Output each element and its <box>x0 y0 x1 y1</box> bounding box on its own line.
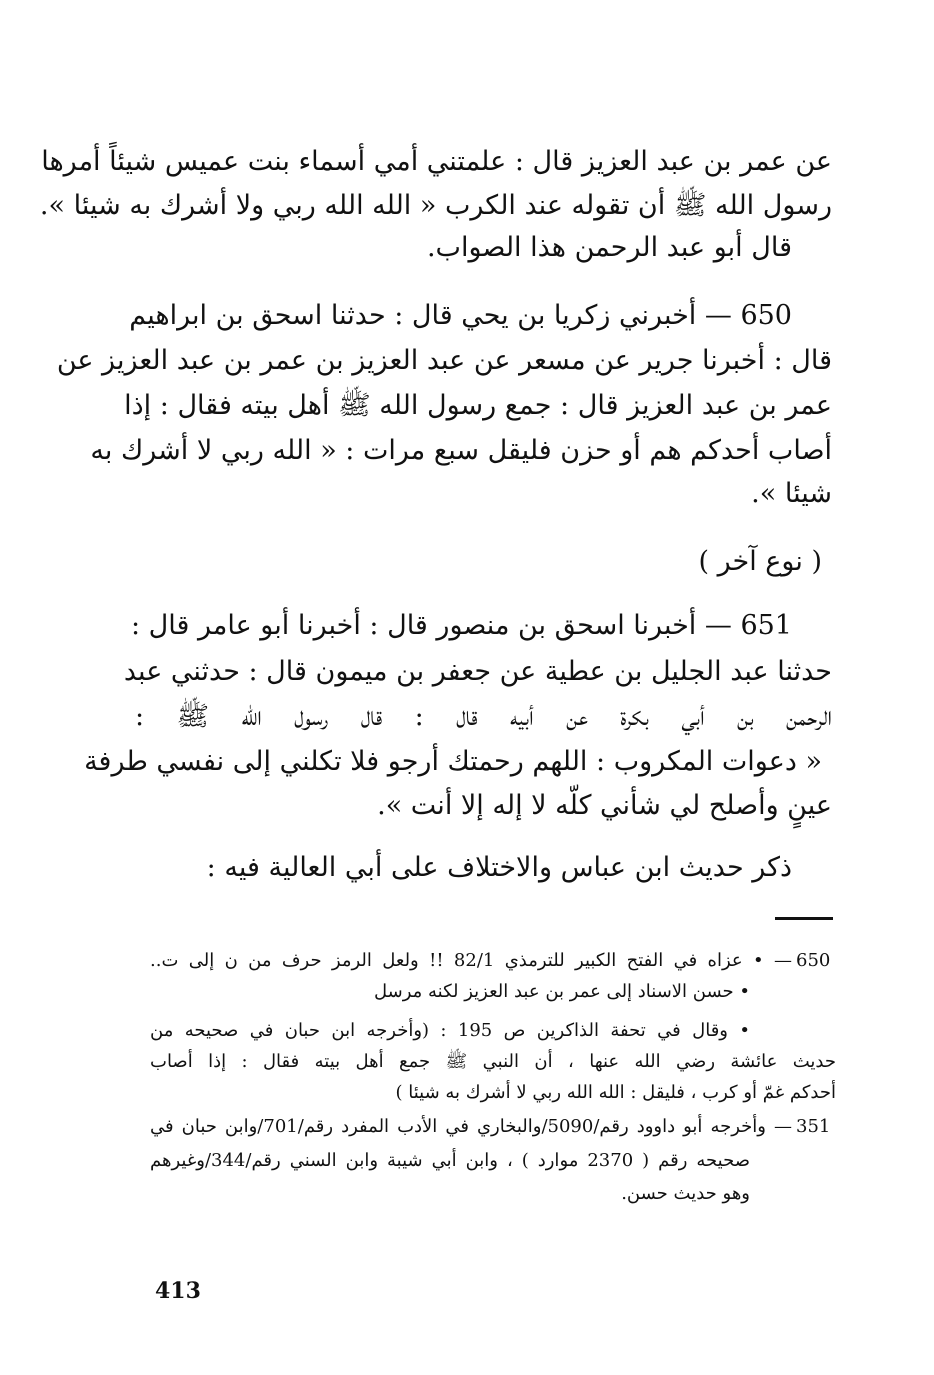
main-text-line: عمر بن عبد العزيز قال : جمع رسول الله ﷺ أهل بيته فقال : إذا <box>124 390 832 421</box>
section-heading: ( نوع آخر ) <box>698 546 822 577</box>
hadith-651-heading: 651 — أخبرنا اسحق بن منصور قال : أخبرنا أبو عامر قال : <box>131 610 792 641</box>
main-text-line: الرحمن بن أبي بكرة عن أبيه قال : قال رسول الله ﷺ : <box>135 701 832 732</box>
footnote-line: حديث عائشة رضي الله عنها ، أن النبي ﷺ جمع أهل بيته فقال : إذا أصاب <box>150 1051 836 1072</box>
footnote-line: • وقال في تحفة الذاكرين ص 195 : (وأخرجه ابن حبان في صحيحه من <box>150 1020 750 1041</box>
main-text-line: أصاب أحدكم هم أو حزن فليقل سبع مرات : « الله ربي لا أشرك به <box>90 435 832 466</box>
footnote-number: 351 <box>796 1116 831 1137</box>
section-heading: ذكر حديث ابن عباس والاختلاف على أبي العالية فيه : <box>206 852 792 883</box>
hadith-650-heading: 650 — أخبرني زكريا بن يحي قال : حدثنا اسحق بن ابراهيم <box>129 300 792 331</box>
main-text-line: رسول الله ﷺ أن تقوله عند الكرب « الله الله ربي ولا أشرك به شيئا ». <box>39 190 832 221</box>
page-number: 413 <box>155 1278 201 1304</box>
footnote-line: — وأخرجه أبو داوود رقم/5090/والبخاري في الأدب المفرد رقم/701/وابن حبان في <box>150 1116 792 1137</box>
main-text-line: عينٍ وأصلح لي شأني كلّه لا إله إلا أنت ». <box>377 790 832 821</box>
footnote-line: صحيحه رقم ( 2370 موارد ) ، وابن أبي شيبة وابن السني رقم/344/وغيرهم <box>150 1150 750 1171</box>
main-text-line: « دعوات المكروب : اللهم رحمتك أرجو فلا تكلني إلى نفسي طرفة <box>84 746 822 777</box>
footnote-line: وهو حديث حسن. <box>621 1183 750 1204</box>
main-text-line: حدثنا عبد الجليل بن عطية عن جعفر بن ميمون قال : حدثني عبد <box>123 656 832 687</box>
main-text-line: شيئا ». <box>751 478 832 509</box>
footnote-line: — • عزاه في الفتح الكبير للترمذي 82/1 !! ولعل الرمز حرف من ن إلى ت.. <box>150 950 792 971</box>
main-text-line: عن عمر بن عبد العزيز قال : علمتني أمي أسماء بنت عميس شيئاً أمرها <box>41 146 832 177</box>
footnote-separator <box>775 917 833 920</box>
footnote-number: 650 <box>796 950 831 971</box>
main-text-line: قال أبو عبد الرحمن هذا الصواب. <box>426 232 792 263</box>
footnote-line: أحدكم غمّ أو كرب ، فليقل : الله الله ربي لا أشرك به شيئا ) <box>395 1082 836 1103</box>
footnote-line: • حسن الاسناد إلى عمر بن عبد العزيز لكنه مرسل <box>373 981 750 1002</box>
main-text-line: قال : أخبرنا جرير عن مسعر عن عبد العزيز بن عمر بن عبد العزيز عن <box>56 345 832 376</box>
